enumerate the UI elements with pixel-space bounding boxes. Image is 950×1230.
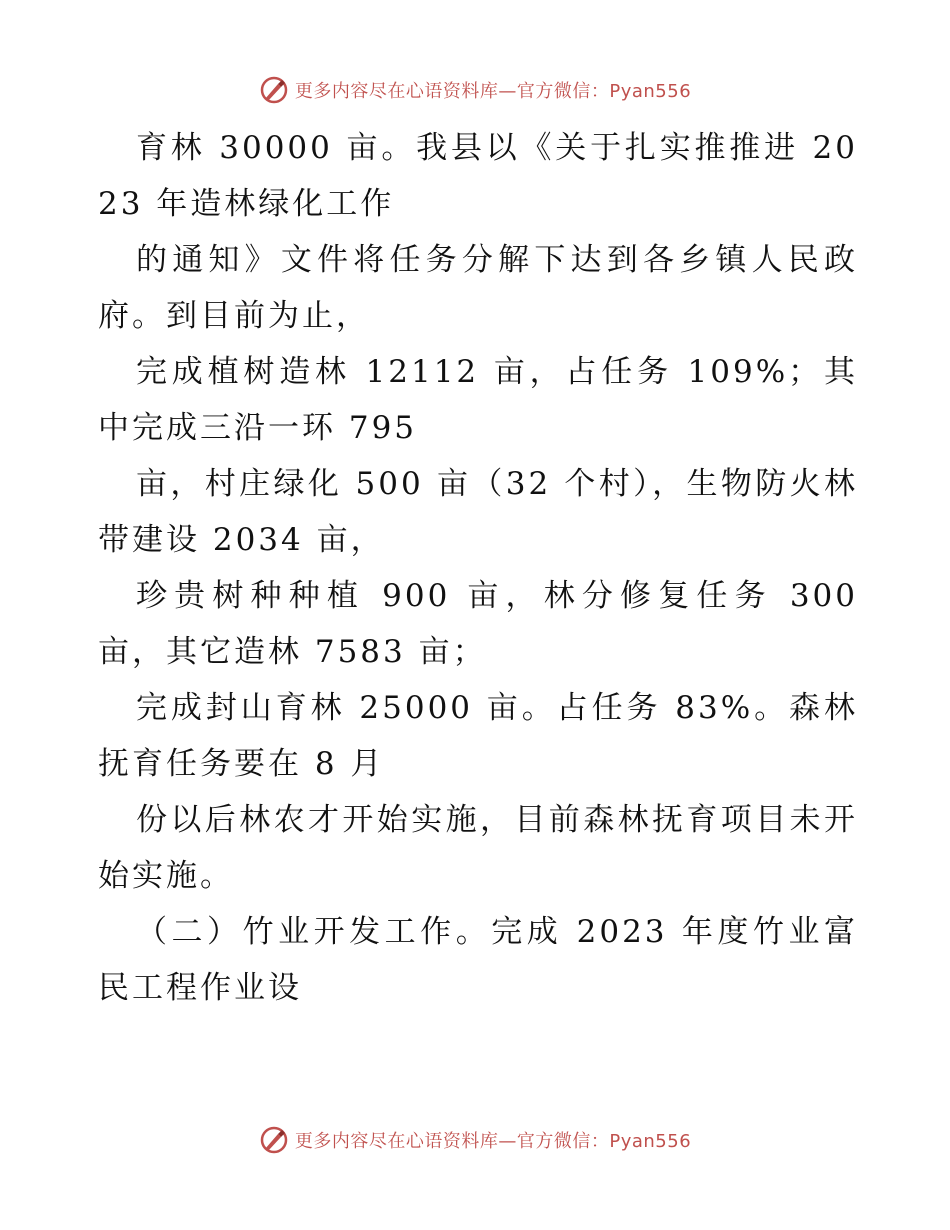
paragraph-line-4: 亩，村庄绿化 500 亩（32 个村），生物防火林带建设 2034 亩， [98, 466, 858, 558]
paragraph-line-6: 完成封山育林 25000 亩。占任务 83%。森林抚育任务要在 8 月 [98, 690, 858, 782]
paragraph-line-8: （二）竹业开发工作。完成 2023 年度竹业富民工程作业设 [98, 914, 858, 1006]
paragraph-line-2: 的通知》文件将任务分解下达到各乡镇人民政府。到目前为止， [98, 242, 858, 334]
paragraph-line-1: 育林 30000 亩。我县以《关于扎实推推进 2023 年造林绿化工作 [98, 130, 858, 222]
header-watermark [0, 72, 950, 108]
footer-watermark [0, 1122, 950, 1158]
paragraph-line-7: 份以后林农才开始实施，目前森林抚育项目未开始实施。 [98, 802, 858, 894]
watermark-text: 更多内容尽在心语资料库—官方微信：Pyan556 [294, 81, 692, 102]
pen-logo-icon [259, 1125, 289, 1155]
paragraph-line-3: 完成植树造林 12112 亩，占任务 109%；其中完成三沿一环 795 [98, 354, 858, 446]
paragraph-line-5: 珍贵树种种植 900 亩，林分修复任务 300 亩，其它造林 7583 亩； [98, 578, 858, 670]
watermark-text: 更多内容尽在心语资料库—官方微信：Pyan556 [294, 1131, 692, 1152]
pen-logo-icon [259, 75, 289, 105]
document-body [98, 120, 858, 1016]
